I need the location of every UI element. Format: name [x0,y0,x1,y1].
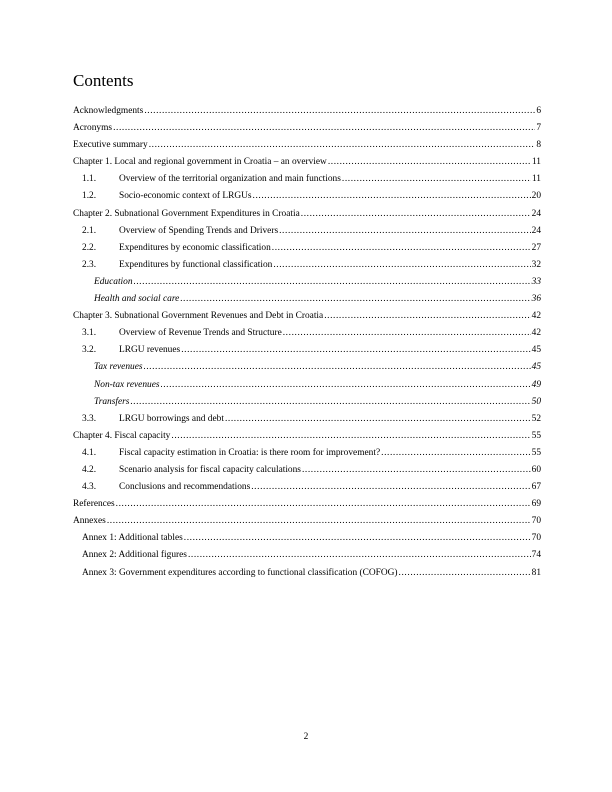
toc-entry[interactable] [73,274,541,291]
toc-entry-title: Socio-economic context of LRGUs [119,191,252,202]
toc-entry[interactable] [73,428,541,445]
toc-entry-title: Overview of Revenue Trends and Structure [119,328,282,339]
toc-entry-title: Expenditures by functional classification [119,259,273,270]
toc-entry-title: References [73,499,115,510]
toc-entry[interactable] [73,496,541,513]
toc-entry-title: LRGU revenues [119,345,181,356]
toc-dot-leader [188,547,531,564]
toc-entry[interactable] [73,171,541,188]
toc-entry-page: 42 [531,311,541,322]
toc-dot-leader [113,120,535,137]
toc-entry-number: 2.3. [82,259,97,270]
toc-entry[interactable] [73,325,541,342]
toc-entry-page: 20 [531,191,541,202]
toc-entry-title: Acknowledgments [73,106,144,116]
toc-entry-number: 1.2. [82,191,97,202]
toc-entry-page: 67 [531,482,541,493]
toc-dot-leader [171,428,530,445]
toc-entry-page: 49 [531,379,541,390]
toc-entry-title: Chapter 4. Fiscal capacity [73,430,171,441]
toc-entry[interactable] [73,513,541,530]
toc-entry-page: 8 [536,140,541,151]
toc-entry[interactable] [73,137,541,154]
toc-entry-number: 4.1. [82,447,97,458]
toc-entry-title: Chapter 3. Subnational Government Revenues and Debt in Croatia [73,311,324,322]
toc-entry[interactable] [73,359,541,376]
toc-entry-page: 24 [531,225,541,236]
table-of-contents [73,103,541,582]
toc-dot-leader [180,291,530,308]
toc-entry[interactable] [73,445,541,462]
page-title: Contents [73,71,134,90]
toc-entry-title: Chapter 2. Subnational Government Expenditures in Croatia [73,208,300,219]
toc-dot-leader [273,257,530,274]
toc-entry[interactable] [73,411,541,428]
toc-dot-leader [253,188,531,205]
toc-dot-leader [130,394,530,411]
toc-entry-number: 4.2. [82,464,97,475]
toc-dot-leader [342,171,531,188]
toc-dot-leader [381,445,531,462]
toc-dot-leader [107,513,531,530]
toc-entry-page: 42 [531,328,541,339]
toc-entry[interactable] [73,188,541,205]
toc-dot-leader [324,308,530,325]
toc-entry-number: 3.2. [82,345,97,356]
toc-dot-leader [272,240,531,257]
toc-entry-page: 45 [531,362,541,373]
toc-dot-leader [328,154,531,171]
toc-entry-number: 2.1. [82,225,97,236]
toc-entry-number: 2.2. [82,242,97,253]
toc-entry-number: 4.3. [82,482,97,493]
toc-dot-leader [161,377,531,394]
toc-entry[interactable] [73,206,541,223]
toc-entry-title: Tax revenues [94,362,143,373]
toc-dot-leader [225,411,531,428]
toc-entry-page: 7 [536,123,541,134]
toc-entry-title: Expenditures by economic classification [119,242,271,253]
toc-entry-title: Chapter 1. Local and regional government in Croatia – an overview [73,157,327,168]
toc-entry-page: 52 [531,413,541,424]
toc-dot-leader [302,462,531,479]
toc-entry[interactable] [73,565,541,582]
toc-entry-page: 6 [536,106,541,116]
toc-dot-leader [301,206,531,223]
toc-entry[interactable] [73,479,541,496]
toc-entry-number: 3.3. [82,413,97,424]
toc-entry[interactable] [73,394,541,411]
toc-dot-leader [251,479,530,496]
toc-entry-title: Annexes [73,516,106,527]
toc-entry-title: LRGU borrowings and debt [119,413,224,424]
toc-entry[interactable] [73,308,541,325]
toc-entry-title: Overview of Spending Trends and Drivers [119,225,279,236]
toc-dot-leader [144,103,535,120]
toc-dot-leader [184,530,531,547]
toc-entry-title: Conclusions and recommendations [119,482,251,493]
toc-entry-page: 50 [531,396,541,407]
toc-entry-title: Fiscal capacity estimation in Croatia: is there room for improvement? [119,447,381,458]
toc-entry-page: 45 [531,345,541,356]
toc-entry[interactable] [73,240,541,257]
toc-entry-page: 74 [531,550,541,561]
toc-entry[interactable] [73,291,541,308]
toc-entry[interactable] [73,377,541,394]
toc-entry-title: Annex 2: Additional figures [82,550,187,561]
toc-entry-page: 70 [531,516,541,527]
toc-dot-leader [144,359,531,376]
toc-entry[interactable] [73,120,541,137]
toc-entry-page: 11 [531,157,541,168]
toc-entry-title: Overview of the territorial organization and main functions [119,174,341,185]
toc-entry[interactable] [73,103,541,120]
toc-entry[interactable] [73,530,541,547]
toc-dot-leader [279,223,531,240]
toc-dot-leader [399,565,531,582]
toc-entry-page: 27 [531,242,541,253]
toc-entry[interactable] [73,223,541,240]
toc-entry[interactable] [73,154,541,171]
toc-entry-title: Acronyms [73,123,113,134]
page-number: 2 [303,732,309,742]
toc-entry-title: Annex 3: Government expenditures according to functional classification (COFOG) [82,567,398,578]
toc-entry-title: Scenario analysis for fiscal capacity calculations [119,464,301,475]
toc-dot-leader [134,274,531,291]
toc-dot-leader [116,496,531,513]
toc-entry-number: 3.1. [82,328,97,339]
toc-entry-number: 1.1. [82,174,97,185]
toc-entry-page: 81 [531,567,541,578]
toc-entry-title: Annex 1: Additional tables [82,533,183,544]
toc-entry[interactable] [73,342,541,359]
toc-entry-title: Non-tax revenues [94,379,160,390]
toc-entry-page: 11 [531,174,541,185]
toc-entry-title: Health and social care [94,294,180,305]
toc-entry[interactable] [73,547,541,564]
toc-entry-page: 55 [531,447,541,458]
toc-entry-page: 32 [531,259,541,270]
toc-entry[interactable] [73,257,541,274]
toc-entry-page: 60 [531,464,541,475]
toc-dot-leader [181,342,530,359]
toc-entry-page: 55 [531,430,541,441]
toc-entry-page: 70 [531,533,541,544]
toc-entry[interactable] [73,462,541,479]
toc-entry-title: Education [94,276,133,287]
toc-entry-page: 24 [531,208,541,219]
toc-entry-title: Transfers [94,396,130,407]
toc-dot-leader [149,137,536,154]
toc-entry-page: 33 [531,276,541,287]
toc-entry-title: Executive summary [73,140,148,151]
toc-entry-page: 36 [531,294,541,305]
toc-dot-leader [283,325,531,342]
toc-entry-page: 69 [531,499,541,510]
